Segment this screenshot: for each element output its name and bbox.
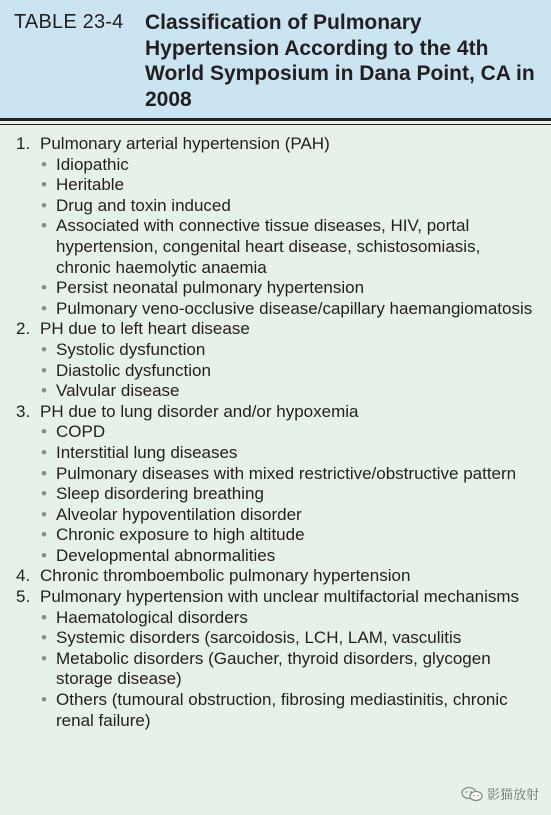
subcategory-text: Alveolar hypoventilation disorder — [56, 504, 302, 524]
bullet-icon: • — [41, 298, 47, 318]
bullet-icon: • — [41, 628, 47, 648]
subcategory-text: Interstitial lung diseases — [56, 442, 238, 462]
bullet-icon: • — [41, 278, 47, 298]
wechat-icon — [461, 786, 483, 802]
category-number: 2. — [16, 319, 31, 339]
category-number: 1. — [16, 134, 31, 153]
subcategory-text: Heritable — [56, 175, 125, 195]
category-item — [0, 566, 551, 587]
category-item — [0, 134, 551, 319]
subcategory-text: Developmental abnormalities — [56, 545, 276, 565]
subcategory-text: Pulmonary veno-occlusive disease/capillary haemangiomatosis — [56, 298, 533, 318]
subcategory-list — [40, 422, 541, 566]
bullet-icon: • — [41, 504, 47, 524]
subcategory-item — [40, 422, 541, 443]
subcategory-item — [40, 155, 541, 176]
bullet-icon: • — [41, 195, 47, 215]
subcategory-text: Chronic exposure to high altitude — [56, 525, 305, 545]
subcategory-item — [40, 464, 541, 485]
subcategory-item — [40, 443, 541, 464]
category-item — [0, 587, 551, 731]
subcategory-text: Valvular disease — [56, 381, 180, 401]
bullet-icon: • — [41, 545, 47, 565]
category-number: 4. — [16, 566, 31, 586]
subcategory-item — [40, 278, 541, 299]
subcategory-item — [40, 484, 541, 505]
bullet-icon: • — [41, 690, 47, 710]
subcategory-list — [40, 608, 541, 732]
bullet-icon: • — [41, 381, 47, 401]
bullet-icon: • — [41, 175, 47, 195]
subcategory-item — [40, 608, 541, 629]
subcategory-item — [40, 525, 541, 546]
category-number: 5. — [16, 587, 31, 607]
subcategory-text: Others (tumoural obstruction, fibrosing mediastinitis, chronic renal failure) — [56, 690, 508, 730]
subcategory-list — [40, 340, 541, 402]
bullet-icon: • — [41, 442, 47, 462]
bullet-icon: • — [41, 484, 47, 504]
subcategory-item — [40, 505, 541, 526]
table-title: Classification of Pulmonary Hypertension According to the 4th World Symposium in Dana Point, CA in 2008 — [145, 11, 535, 111]
header-rule-thin — [0, 124, 551, 125]
subcategory-text: Pulmonary diseases with mixed restrictive/obstructive pattern — [56, 463, 517, 483]
bullet-icon: • — [41, 525, 47, 545]
subcategory-item — [40, 690, 541, 731]
subcategory-item — [40, 216, 541, 278]
subcategory-item — [40, 546, 541, 567]
bullet-icon: • — [41, 339, 47, 359]
bullet-icon: • — [41, 607, 47, 627]
bullet-icon: • — [41, 216, 47, 236]
category-number: 3. — [16, 401, 31, 421]
header-rule-thick — [0, 118, 551, 121]
subcategory-text: Systolic dysfunction — [56, 339, 206, 359]
category-label: Chronic thromboembolic pulmonary hypertension — [40, 566, 411, 586]
subcategory-item — [40, 299, 541, 320]
category-item — [0, 402, 551, 567]
subcategory-text: Sleep disordering breathing — [56, 484, 264, 504]
subcategory-text: Drug and toxin induced — [56, 195, 231, 215]
subcategory-item — [40, 361, 541, 382]
category-item — [0, 319, 551, 401]
subcategory-text: Haematological disorders — [56, 607, 248, 627]
subcategory-item — [40, 628, 541, 649]
classification-list — [0, 134, 551, 731]
subcategory-text: Systemic disorders (sarcoidosis, LCH, LAM, vasculitis — [56, 628, 462, 648]
subcategory-text: Associated with connective tissue diseases, HIV, portal hypertension, congenital heart disease, schistosomiasis, chronic haemolytic anaemia — [56, 216, 481, 277]
subcategory-text: Metabolic disorders (Gaucher, thyroid disorders, glycogen storage disease) — [56, 648, 491, 689]
subcategory-item — [40, 340, 541, 361]
subcategory-item — [40, 381, 541, 402]
subcategory-text: Idiopathic — [56, 154, 129, 174]
bullet-icon: • — [41, 360, 47, 380]
subcategory-text: COPD — [56, 422, 106, 442]
category-label: Pulmonary arterial hypertension (PAH) — [40, 134, 330, 153]
watermark-text: 影猫放射 — [486, 787, 539, 802]
category-label: PH due to left heart disease — [40, 319, 250, 339]
bullet-icon: • — [41, 422, 47, 442]
subcategory-item — [40, 196, 541, 217]
subcategory-item — [40, 649, 541, 690]
category-label: PH due to lung disorder and/or hypoxemia — [40, 401, 359, 421]
bullet-icon: • — [41, 154, 47, 174]
subcategory-text: Diastolic dysfunction — [56, 360, 211, 380]
subcategory-text: Persist neonatal pulmonary hypertension — [56, 278, 365, 298]
subcategory-item — [40, 175, 541, 196]
watermark — [461, 784, 539, 803]
table-header — [0, 0, 551, 118]
category-label: Pulmonary hypertension with unclear multifactorial mechanisms — [40, 587, 520, 607]
table-label: TABLE 23-4 — [14, 11, 124, 33]
subcategory-list — [40, 155, 541, 320]
bullet-icon: • — [41, 648, 47, 668]
bullet-icon: • — [41, 463, 47, 483]
